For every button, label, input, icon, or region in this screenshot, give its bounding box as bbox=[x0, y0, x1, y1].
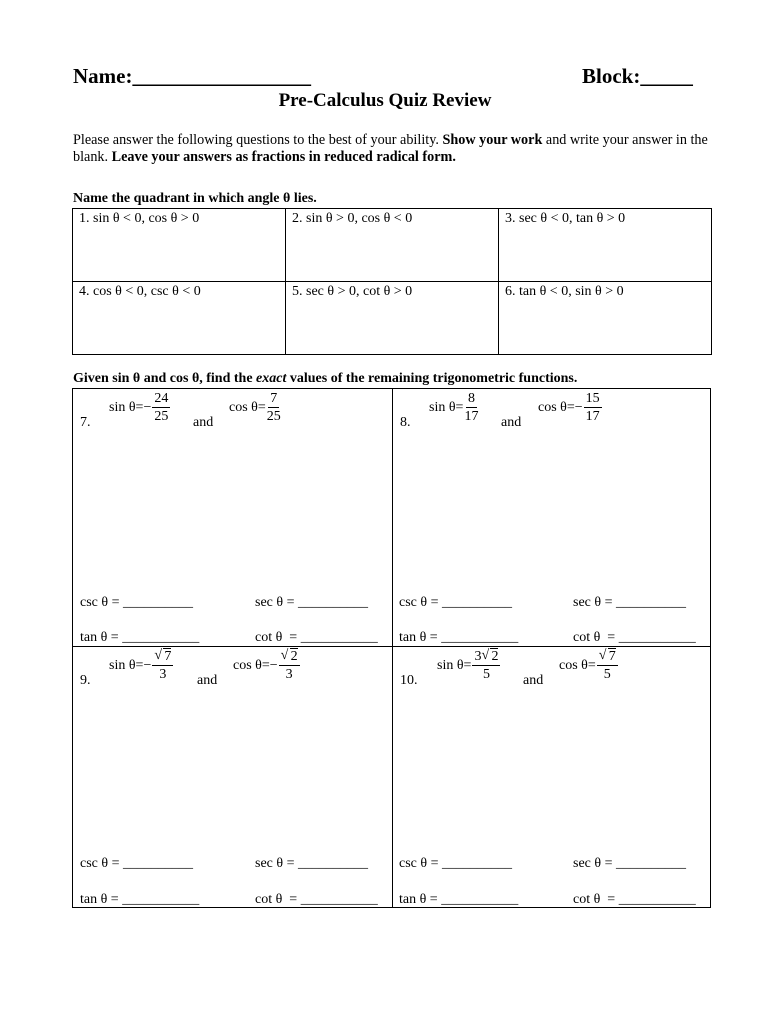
csc-answer-blank[interactable]: csc θ = __________ bbox=[399, 856, 512, 871]
cos-radicand: 7 bbox=[608, 649, 616, 664]
instructions-bold-1: Show your work bbox=[442, 132, 543, 148]
sin-fraction bbox=[152, 649, 173, 683]
page-title: Pre-Calculus Quiz Review bbox=[278, 90, 492, 111]
instructions-text-1: Please answer the following questions to the best of your ability. bbox=[73, 132, 443, 148]
sin-denominator: 3 bbox=[159, 667, 167, 682]
section2-title-post: values of the remaining trigonometric functions. bbox=[286, 371, 578, 386]
sin-lhs: sin θ=− bbox=[109, 400, 152, 415]
radical-icon: √ bbox=[154, 648, 163, 663]
sin-numerator bbox=[152, 649, 173, 666]
cot-answer-blank[interactable]: cot θ = ___________ bbox=[573, 630, 696, 645]
and-label: and bbox=[501, 415, 522, 430]
and-label: and bbox=[197, 673, 218, 688]
section2-title bbox=[73, 371, 577, 387]
sin-coefficient: 3 bbox=[474, 649, 482, 664]
section2-title-pre: Given sin θ and cos θ, find the bbox=[73, 371, 257, 386]
sin-radicand: 2 bbox=[491, 649, 499, 664]
sin-fraction bbox=[472, 649, 500, 683]
sin-radicand: 7 bbox=[164, 649, 172, 664]
tan-answer-blank[interactable]: tan θ = ___________ bbox=[80, 892, 200, 907]
sin-numerator bbox=[472, 649, 500, 666]
cos-fraction bbox=[279, 649, 300, 683]
radical-icon: √ bbox=[280, 648, 289, 663]
problem-7 bbox=[73, 389, 392, 648]
sin-fraction bbox=[464, 391, 478, 425]
cos-lhs: cos θ=− bbox=[233, 658, 278, 673]
quadrant-q4: 4. cos θ < 0, csc θ < 0 bbox=[73, 282, 286, 355]
csc-answer-blank[interactable]: csc θ = __________ bbox=[399, 595, 512, 610]
sin-given bbox=[109, 649, 173, 683]
sin-lhs: sin θ= bbox=[429, 400, 464, 415]
trig-problem-grid bbox=[72, 388, 711, 908]
sin-denominator: 5 bbox=[482, 667, 490, 682]
cos-fraction bbox=[597, 649, 618, 683]
sec-answer-blank[interactable]: sec θ = __________ bbox=[573, 856, 686, 871]
sin-given bbox=[437, 649, 500, 683]
cos-fraction bbox=[584, 391, 602, 425]
problem-9 bbox=[73, 647, 392, 906]
sec-answer-blank[interactable]: sec θ = __________ bbox=[255, 856, 368, 871]
cos-numerator: 7 bbox=[270, 391, 278, 406]
instructions-bold-2: Leave your answers as fractions in reduced radical form. bbox=[111, 149, 456, 165]
section1-title: Name the quadrant in which angle θ lies. bbox=[73, 191, 317, 206]
and-label: and bbox=[523, 673, 544, 688]
cos-lhs: cos θ=− bbox=[538, 400, 583, 415]
problem-10 bbox=[393, 647, 712, 906]
radical-icon: √ bbox=[598, 648, 607, 663]
quadrant-table bbox=[72, 208, 712, 355]
csc-answer-blank[interactable]: csc θ = __________ bbox=[80, 856, 193, 871]
cos-lhs: cos θ= bbox=[229, 400, 266, 415]
sin-lhs: sin θ= bbox=[437, 658, 472, 673]
cos-denominator: 3 bbox=[285, 667, 293, 682]
cos-given bbox=[233, 649, 300, 683]
quadrant-q1: 1. sin θ < 0, cos θ > 0 bbox=[73, 209, 286, 282]
problem-8 bbox=[393, 389, 712, 648]
sec-answer-blank[interactable]: sec θ = __________ bbox=[573, 595, 686, 610]
cos-denominator: 17 bbox=[585, 409, 600, 424]
name-field-label: Name:_________________ bbox=[73, 64, 311, 88]
cos-given bbox=[559, 649, 618, 683]
cos-numerator: 15 bbox=[585, 391, 600, 406]
sin-numerator: 8 bbox=[467, 391, 475, 406]
sec-answer-blank[interactable]: sec θ = __________ bbox=[255, 595, 368, 610]
cot-answer-blank[interactable]: cot θ = ___________ bbox=[573, 892, 696, 907]
problem-number: 9. bbox=[80, 673, 91, 688]
and-label: and bbox=[193, 415, 214, 430]
sin-denominator: 25 bbox=[154, 409, 169, 424]
quadrant-q6: 6. tan θ < 0, sin θ > 0 bbox=[499, 282, 712, 355]
cos-numerator bbox=[597, 649, 618, 666]
sin-lhs: sin θ=− bbox=[109, 658, 152, 673]
tan-answer-blank[interactable]: tan θ = ___________ bbox=[399, 892, 519, 907]
sin-denominator: 17 bbox=[464, 409, 479, 424]
cot-answer-blank[interactable]: cot θ = ___________ bbox=[255, 892, 378, 907]
csc-answer-blank[interactable]: csc θ = __________ bbox=[80, 595, 193, 610]
cos-given bbox=[229, 391, 281, 425]
quadrant-q3: 3. sec θ < 0, tan θ > 0 bbox=[499, 209, 712, 282]
cos-numerator bbox=[279, 649, 300, 666]
quadrant-q2: 2. sin θ > 0, cos θ < 0 bbox=[286, 209, 499, 282]
tan-answer-blank[interactable]: tan θ = ___________ bbox=[80, 630, 200, 645]
quadrant-q5: 5. sec θ > 0, cot θ > 0 bbox=[286, 282, 499, 355]
problem-number: 10. bbox=[400, 673, 418, 688]
sin-given bbox=[109, 391, 170, 425]
cos-denominator: 5 bbox=[603, 667, 611, 682]
section2-title-em: exact bbox=[256, 371, 287, 386]
sin-given bbox=[429, 391, 478, 425]
instructions bbox=[73, 132, 713, 166]
cot-answer-blank[interactable]: cot θ = ___________ bbox=[255, 630, 378, 645]
sin-fraction bbox=[152, 391, 170, 425]
cos-denominator: 25 bbox=[266, 409, 281, 424]
radical-icon: √ bbox=[481, 648, 490, 663]
cos-fraction bbox=[267, 391, 281, 425]
instructions-text-2: and write your answer in the blank. bbox=[73, 132, 708, 165]
tan-answer-blank[interactable]: tan θ = ___________ bbox=[399, 630, 519, 645]
cos-lhs: cos θ= bbox=[559, 658, 596, 673]
cos-radicand: 2 bbox=[290, 649, 298, 664]
block-field-label: Block:_____ bbox=[582, 64, 693, 88]
problem-number: 7. bbox=[80, 415, 91, 430]
sin-numerator: 24 bbox=[154, 391, 169, 406]
cos-given bbox=[538, 391, 602, 425]
problem-number: 8. bbox=[400, 415, 411, 430]
